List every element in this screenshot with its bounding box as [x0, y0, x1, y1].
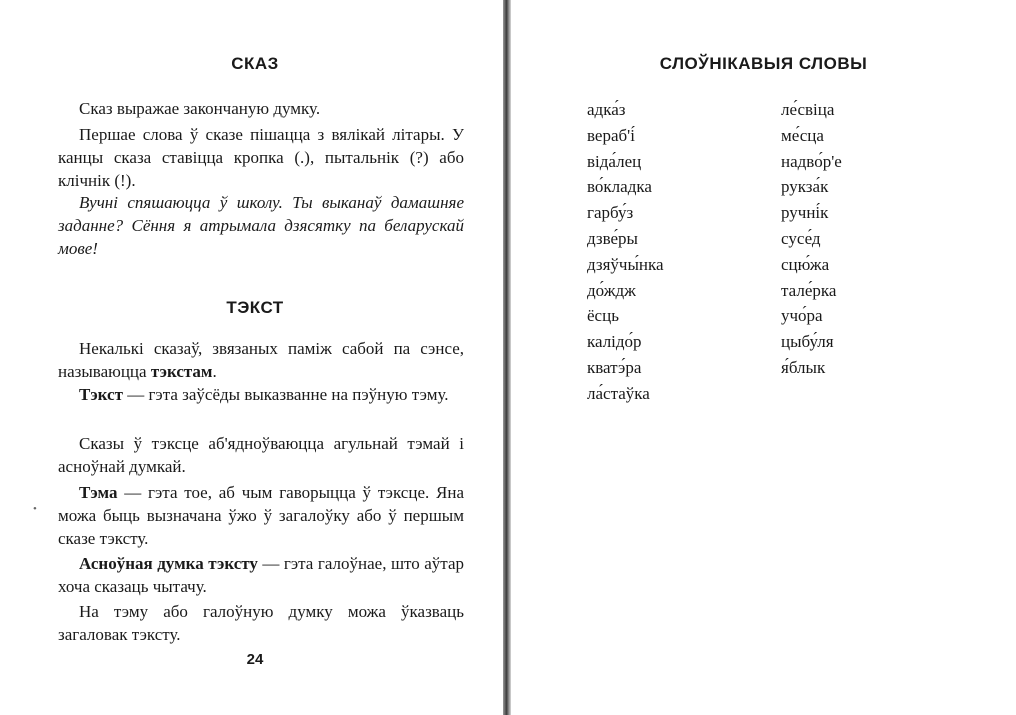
word-item: я́блык	[781, 357, 826, 377]
word-item: дзве́ры	[587, 228, 638, 248]
word-item: рукза́к	[781, 177, 829, 197]
tekst-paragraph-2	[58, 383, 464, 406]
term-tema: Тэма	[79, 483, 118, 502]
right-page	[511, 0, 1016, 715]
word-column-2	[781, 97, 842, 381]
word-column-1	[587, 97, 664, 407]
stray-mark: •	[33, 503, 37, 515]
skaz-example: Вучні спяшаюцца ў школу. Ты выканаў дамашняе заданне? Сёння я атрымала дзясятку па беларускай мове!	[58, 193, 464, 258]
word-item: калідо́р	[587, 332, 642, 352]
word-item: ла́стаўка	[587, 383, 650, 403]
term-tekstam: тэкстам	[150, 362, 213, 381]
tekst-p1-start: Некалькі сказаў, звязаных паміж сабой па сэнсе, называюцца	[58, 339, 464, 381]
word-item: сусе́д	[781, 228, 821, 248]
word-item: кватэ́ра	[587, 357, 642, 377]
tekst-p1-end: .	[212, 362, 217, 381]
page-number: 24	[246, 651, 264, 668]
word-item: ручні́к	[781, 203, 829, 223]
word-item: віда́лец	[587, 151, 642, 171]
word-item: вераб'і́	[587, 125, 635, 145]
word-item: надво́р'е	[781, 151, 842, 171]
tekst-p4-rest: — гэта тое, аб чым гаворыцца ў тэксце. Яна можа быць вызначана ўжо ў загалоўку або ў першым сказе тэксту.	[58, 483, 464, 548]
word-item: цыбу́ля	[781, 332, 834, 352]
tekst-paragraph-4	[58, 481, 464, 550]
word-item: сцю́жа	[781, 254, 830, 274]
heading-tekst: ТЭКСТ	[226, 298, 284, 317]
tekst-paragraph-5	[58, 552, 464, 598]
tekst-p5-rest: — гэта галоўнае, што аўтар хоча сказаць чытачу.	[58, 554, 464, 596]
skaz-paragraph-1: Сказ выражае закончаную думку.	[79, 99, 321, 118]
word-item: во́кладка	[587, 177, 652, 197]
word-item: дзяўчы́нка	[587, 254, 664, 274]
tekst-paragraph-6: На тэму або галоўную думку можа ўказваць загаловак тэксту.	[58, 602, 464, 644]
book-gutter	[503, 0, 511, 715]
tekst-paragraph-3: Сказы ў тэксце аб'ядноўваюцца агульнай тэмай і асноўнай думкай.	[58, 434, 464, 476]
word-item: ле́свіца	[781, 100, 835, 119]
heading-skaz: СКАЗ	[231, 54, 279, 73]
word-item: учо́ра	[781, 306, 823, 326]
word-item: гарбу́з	[587, 203, 634, 223]
left-page	[0, 0, 503, 715]
tekst-p2-rest: — гэта заўсёды выказванне на пэўную тэму.	[122, 385, 449, 404]
skaz-paragraph-2: Першае слова ў сказе пішацца з вялікай літары. У канцы сказа ставіцца кропка (.), пытальнік (?) або клічнік (!).	[58, 125, 464, 190]
word-item: до́ждж	[587, 280, 636, 300]
term-tekst: Тэкст	[79, 385, 123, 404]
heading-vocabulary-words: СЛОЎНІКАВЫЯ СЛОВЫ	[659, 54, 868, 73]
word-item: ёсць	[587, 306, 619, 326]
term-asnounaya-dumka: Асноўная думка тэксту	[79, 554, 258, 573]
word-item: адка́з	[587, 100, 626, 119]
word-item: тале́рка	[781, 280, 837, 300]
tekst-paragraph-1	[58, 337, 464, 383]
word-item: ме́сца	[781, 125, 824, 145]
